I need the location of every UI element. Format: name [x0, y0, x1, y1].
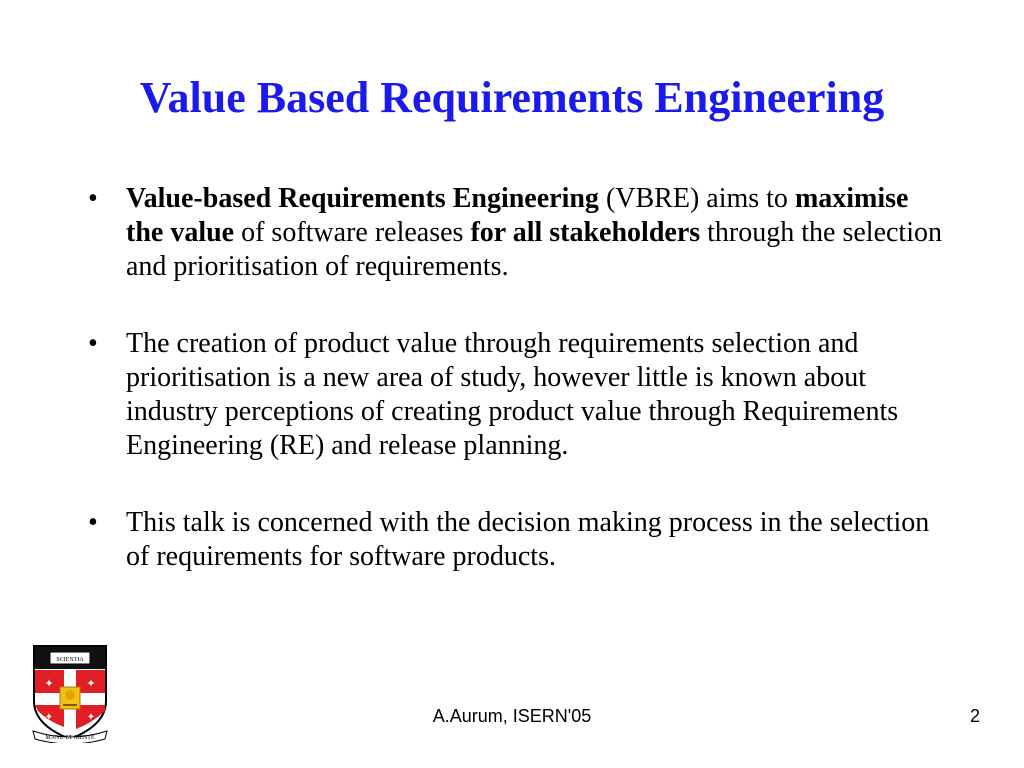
bullet-text-segment: of software releases	[234, 217, 471, 248]
crest-icon	[30, 643, 110, 743]
svg-text:✦: ✦	[86, 678, 96, 690]
bullet-item	[88, 506, 948, 574]
crest-scroll-text: SCIENTIA	[56, 657, 84, 663]
bullet-text: This talk is concerned with the decision making process in the selection of requirements for software products.	[126, 507, 930, 572]
bold-term-vbre: Value-based Requirements Engineering	[126, 183, 599, 214]
slide-title: Value Based Requirements Engineering	[139, 73, 885, 122]
bullet-glyph: •	[88, 507, 98, 538]
bullet-text-segment: through the selection and prioritisation of requirements.	[126, 217, 942, 282]
bullet-item	[88, 327, 948, 463]
bullet-list	[88, 182, 948, 617]
bullet-glyph: •	[88, 328, 98, 359]
svg-text:✦: ✦	[86, 712, 96, 723]
crest-motto-text: MANU ET MENTE	[45, 735, 95, 741]
bullet-text-segment: (VBRE) aims to	[598, 183, 795, 214]
footer-author: A.Aurum, ISERN'05	[432, 706, 592, 726]
svg-text:✦: ✦	[44, 712, 54, 723]
bullet-text: The creation of product value through requirements selection and prioritisation is a new area of study, however little is known about industry perceptions of creating product value through Requirements Engineering (RE) and release planning.	[126, 328, 899, 461]
svg-text:✦: ✦	[44, 678, 54, 690]
slide-page-number: 2	[969, 706, 980, 726]
bullet-glyph: •	[88, 183, 98, 214]
bold-term-maximise: maximise the value	[126, 183, 909, 248]
bullet-item	[88, 182, 948, 284]
crest-motto-ribbon	[32, 729, 108, 743]
university-crest-logo	[30, 643, 110, 743]
bold-term-stakeholders: for all stakeholders	[470, 217, 701, 248]
bullet-text	[126, 183, 942, 282]
